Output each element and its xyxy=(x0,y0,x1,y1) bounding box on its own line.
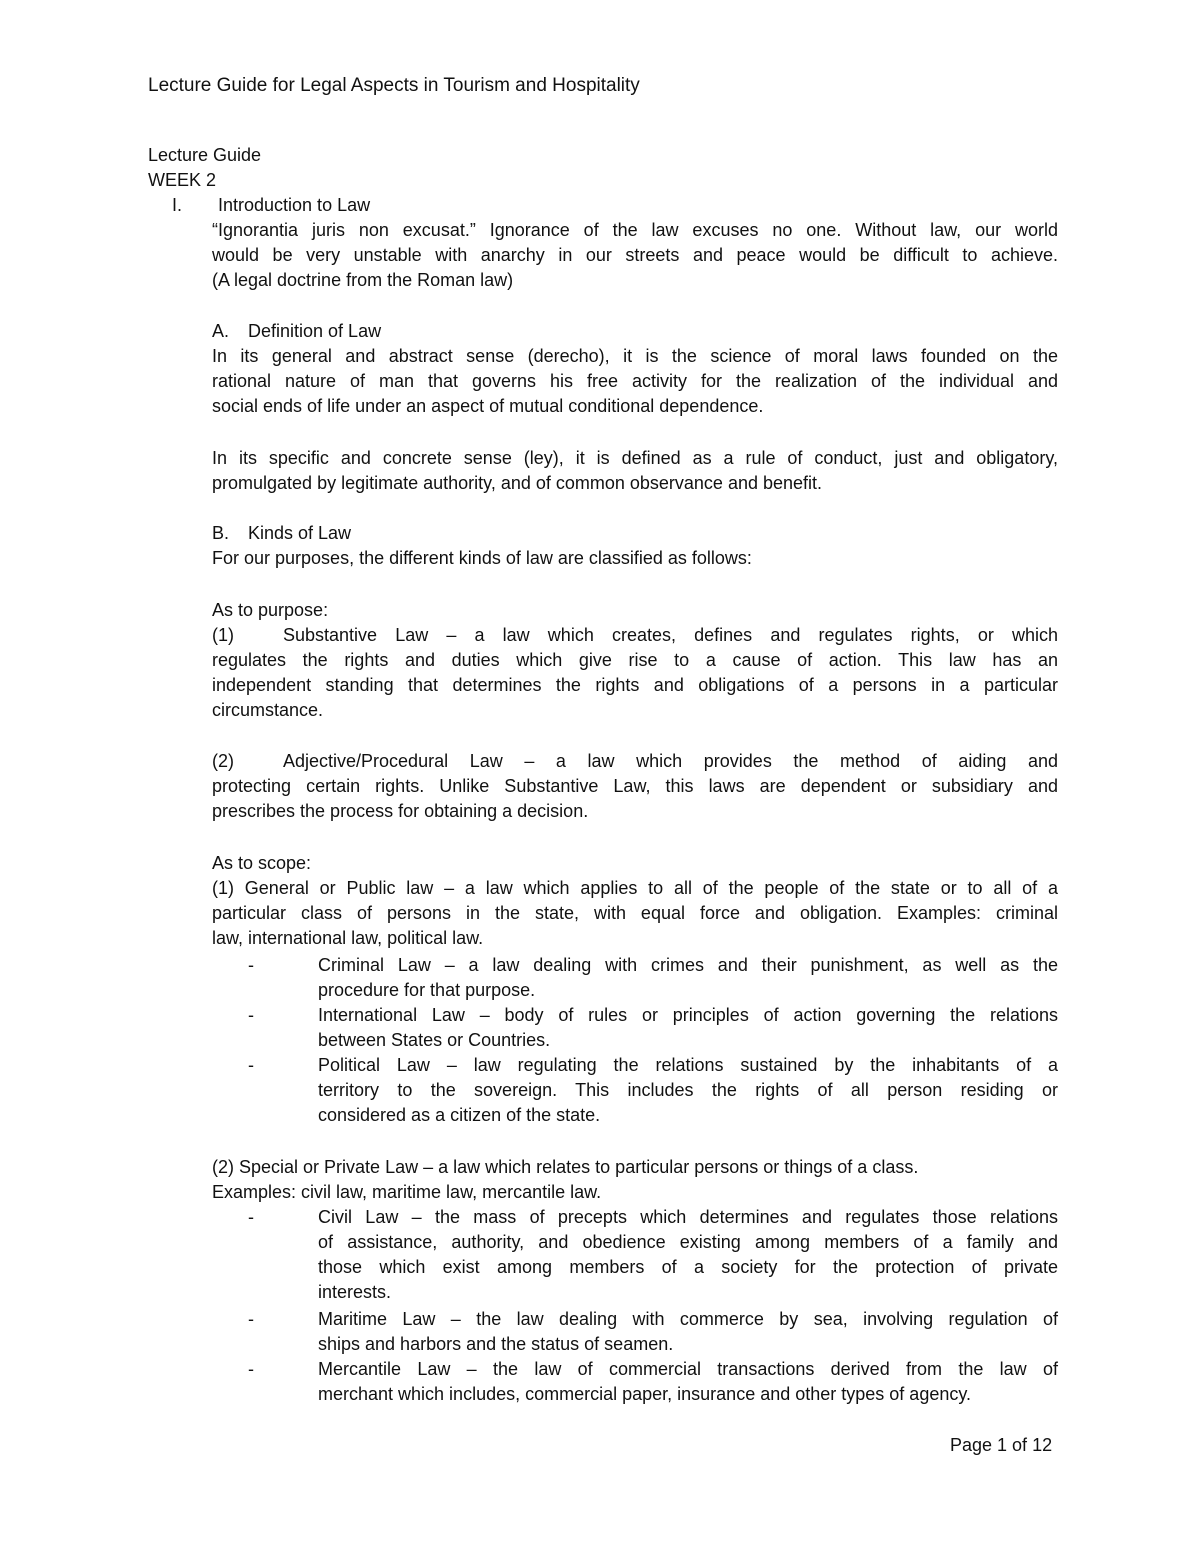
paragraph-line: circumstance. xyxy=(212,700,324,720)
list-item-line: Maritime Law – the law dealing with commerce by sea, involving regulation of xyxy=(318,1309,1058,1329)
list-item-line: Civil Law – the mass of precepts which determines and regulates those relations xyxy=(318,1207,1058,1227)
paragraph-line: particular class of persons in the state, with equal force and obligation. Examples: criminal xyxy=(212,903,1058,923)
lecture-guide-label: Lecture Guide xyxy=(148,145,262,165)
bullet-dash: - xyxy=(248,1055,254,1075)
paragraph-line: In its specific and concrete sense (ley), it is defined as a rule of conduct, just and obligatory, xyxy=(212,448,1058,468)
list-item-line: Criminal Law – a law dealing with crimes and their punishment, as well as the xyxy=(318,955,1058,975)
paragraph-line: independent standing that determines the rights and obligations of a persons in a particular xyxy=(212,675,1058,695)
paragraph-line: protecting certain rights. Unlike Substantive Law, this laws are dependent or subsidiary and xyxy=(212,776,1058,796)
paragraph-line: regulates the rights and duties which give rise to a cause of action. This law has an xyxy=(212,650,1058,670)
scope-heading: As to scope: xyxy=(212,853,312,873)
paragraph-line: Substantive Law – a law which creates, defines and regulates rights, or which xyxy=(283,625,1058,645)
subsection-number: B. xyxy=(212,523,230,543)
week-label: WEEK 2 xyxy=(148,170,217,190)
paragraph-line: “Ignorantia juris non excusat.” Ignorance of the law excuses no one. Without law, our world xyxy=(212,220,1058,240)
paragraph-line: prescribes the process for obtaining a decision. xyxy=(212,801,589,821)
document-header-title: Lecture Guide for Legal Aspects in Tourism and Hospitality xyxy=(148,75,640,96)
section-title: Introduction to Law xyxy=(218,195,371,215)
bullet-dash: - xyxy=(248,955,254,975)
list-item-line: of assistance, authority, and obedience existing among members of a family and xyxy=(318,1232,1058,1252)
list-item-line: ships and harbors and the status of seamen. xyxy=(318,1334,674,1354)
bullet-dash: - xyxy=(248,1309,254,1329)
list-item-line: territory to the sovereign. This includes the rights of all person residing or xyxy=(318,1080,1058,1100)
subsection-title: Kinds of Law xyxy=(248,523,352,543)
bullet-dash: - xyxy=(248,1005,254,1025)
subsection-title: Definition of Law xyxy=(248,321,382,341)
section-number: I. xyxy=(172,195,183,215)
list-item-line: Political Law – law regulating the relations sustained by the inhabitants of a xyxy=(318,1055,1058,1075)
list-item-line: considered as a citizen of the state. xyxy=(318,1105,601,1125)
list-item-line: International Law – body of rules or principles of action governing the relations xyxy=(318,1005,1058,1025)
list-item-line: Mercantile Law – the law of commercial transactions derived from the law of xyxy=(318,1359,1058,1379)
list-item-line: merchant which includes, commercial paper, insurance and other types of agency. xyxy=(318,1384,972,1404)
purpose-heading: As to purpose: xyxy=(212,600,329,620)
list-item-line: procedure for that purpose. xyxy=(318,980,536,1000)
paragraph-line: Adjective/Procedural Law – a law which provides the method of aiding and xyxy=(283,751,1058,771)
list-number: (2) xyxy=(212,751,234,771)
paragraph-line: rational nature of man that governs his free activity for the realization of the individual and xyxy=(212,371,1058,391)
paragraph-line: law, international law, political law. xyxy=(212,928,484,948)
paragraph-line: would be very unstable with anarchy in our streets and peace would be difficult to achieve. xyxy=(212,245,1058,265)
paragraph-line: (2) Special or Private Law – a law which relates to particular persons or things of a class. xyxy=(212,1157,919,1177)
paragraph-line: social ends of life under an aspect of mutual conditional dependence. xyxy=(212,396,764,416)
bullet-dash: - xyxy=(248,1207,254,1227)
paragraph-line: (A legal doctrine from the Roman law) xyxy=(212,270,514,290)
paragraph-line: Examples: civil law, maritime law, mercantile law. xyxy=(212,1182,602,1202)
paragraph-line: promulgated by legitimate authority, and of common observance and benefit. xyxy=(212,473,823,493)
list-item-line: those which exist among members of a society for the protection of private xyxy=(318,1257,1058,1277)
paragraph-line: In its general and abstract sense (derecho), it is the science of moral laws founded on the xyxy=(212,346,1058,366)
list-item-line: interests. xyxy=(318,1282,392,1302)
list-item-line: between States or Countries. xyxy=(318,1030,551,1050)
subsection-number: A. xyxy=(212,321,230,341)
list-number: (1) xyxy=(212,625,234,645)
page-number: Page 1 of 12 xyxy=(950,1435,1053,1455)
bullet-dash: - xyxy=(248,1359,254,1379)
paragraph-line: (1) General or Public law – a law which applies to all of the people of the state or to all of a xyxy=(212,878,1058,898)
paragraph-line: For our purposes, the different kinds of law are classified as follows: xyxy=(212,548,752,568)
